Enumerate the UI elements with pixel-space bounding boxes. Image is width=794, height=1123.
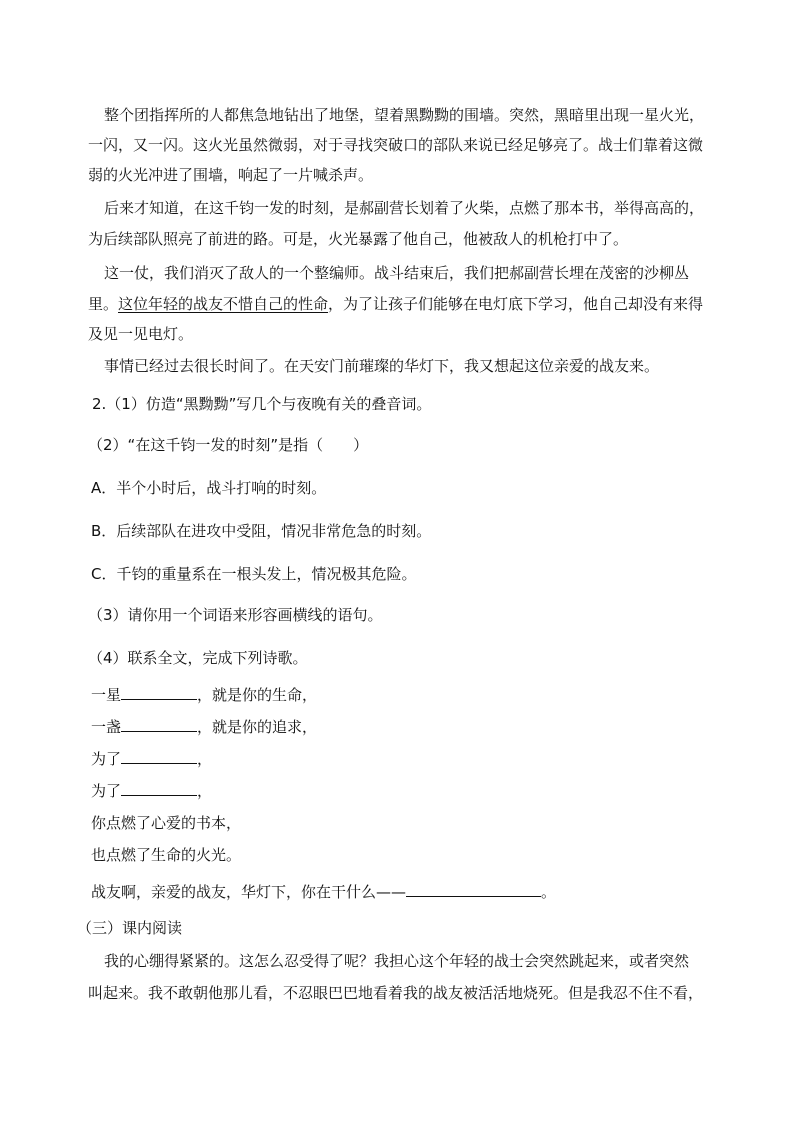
answer-blank[interactable] <box>406 882 541 897</box>
answer-blank[interactable] <box>121 685 197 700</box>
poem-line-6: 也点燃了生命的火光。 <box>91 846 242 864</box>
section-heading: （三）课内阅读 <box>77 919 183 937</box>
answer-blank[interactable] <box>121 781 197 796</box>
underlined-sentence: 这位年轻的战友不惜自己的性命 <box>118 295 329 313</box>
option-a: A．半个小时后，战斗打响的时刻。 <box>91 479 327 497</box>
question-2: （2）“在这千钧一发的时刻”是指（ ） <box>88 436 369 454</box>
passage-p3-line2-end: ，为了让孩子们能够在电灯底下学习，他自己却没有来得 <box>328 295 704 313</box>
passage-p2-line1: 后来才知道，在这千钧一发的时刻，是郝副营长划着了火柴，点燃了那本书，举得高高的， <box>104 199 705 217</box>
poem-line-4-start: 为了 <box>91 782 122 800</box>
poem-line-2 <box>91 716 317 738</box>
poem-line-1-start: 一星 <box>91 686 122 704</box>
poem-line-5: 你点燃了心爱的书本， <box>91 814 242 832</box>
poem-line-7 <box>91 881 556 903</box>
passage-p1-line3: 弱的火光冲进了围墙，响起了一片喊杀声。 <box>88 166 374 184</box>
option-b: B．后续部队在进攻中受阻，情况非常危急的时刻。 <box>91 522 432 540</box>
poem-line-3-end: ， <box>197 750 213 768</box>
answer-blank[interactable] <box>121 749 197 764</box>
passage-p1-line1: 整个团指挥所的人都焦急地钻出了地堡，望着黑黝黝的围墙。突然，黑暗里出现一星火光， <box>104 106 705 124</box>
poem-line-2-end: ，就是你的追求， <box>197 718 318 736</box>
section3-line2: 叫起来。我不敢朝他那儿看，不忍眼巴巴地看着我的战友被活活地烧死。但是我忍不住不看， <box>88 984 704 1002</box>
poem-line-1 <box>91 684 317 706</box>
poem-line-3 <box>91 748 212 770</box>
question-1: 2.（1）仿造“黑黝黝”写几个与夜晚有关的叠音词。 <box>92 395 432 413</box>
passage-p3-line3: 及见一见电灯。 <box>88 325 194 343</box>
poem-line-4-end: ， <box>197 782 213 800</box>
poem-line-2-start: 一盏 <box>91 718 122 736</box>
question-4: （4）联系全文，完成下列诗歌。 <box>88 649 308 667</box>
passage-p1-line2: 一闪，又一闪。这火光虽然微弱，对于寻找突破口的部队来说已经足够亮了。战士们靠着这微 <box>88 136 704 154</box>
passage-p2-line2: 为后续部队照亮了前进的路。可是，火光暴露了他自己，他被敌人的机枪打中了。 <box>88 230 629 248</box>
question-3: （3）请你用一个词语来形容画横线的语句。 <box>88 606 383 624</box>
poem-line-4 <box>91 780 212 802</box>
answer-blank[interactable] <box>121 717 197 732</box>
section3-line1: 我的心绷得紧紧的。这怎么忍受得了呢？我担心这个年轻的战士会突然跳起来，或者突然 <box>104 952 690 970</box>
passage-p3-line1: 这一仗，我们消灭了敌人的一个整编师。战斗结束后，我们把郝副营长埋在茂密的沙柳丛 <box>104 264 690 282</box>
poem-line-1-end: ，就是你的生命， <box>197 686 318 704</box>
passage-p4-line1: 事情已经过去很长时间了。在天安门前璀璨的华灯下，我又想起这位亲爱的战友来。 <box>104 357 660 375</box>
poem-line-7-start: 战友啊，亲爱的战友，华灯下，你在干什么—— <box>91 883 407 901</box>
poem-line-7-end: 。 <box>541 883 557 901</box>
poem-line-3-start: 为了 <box>91 750 122 768</box>
passage-p3-line2-start: 里。 <box>88 295 119 313</box>
passage-p3-line2 <box>88 293 703 315</box>
option-c: C．千钧的重量系在一根头发上，情况极其危险。 <box>91 565 417 583</box>
